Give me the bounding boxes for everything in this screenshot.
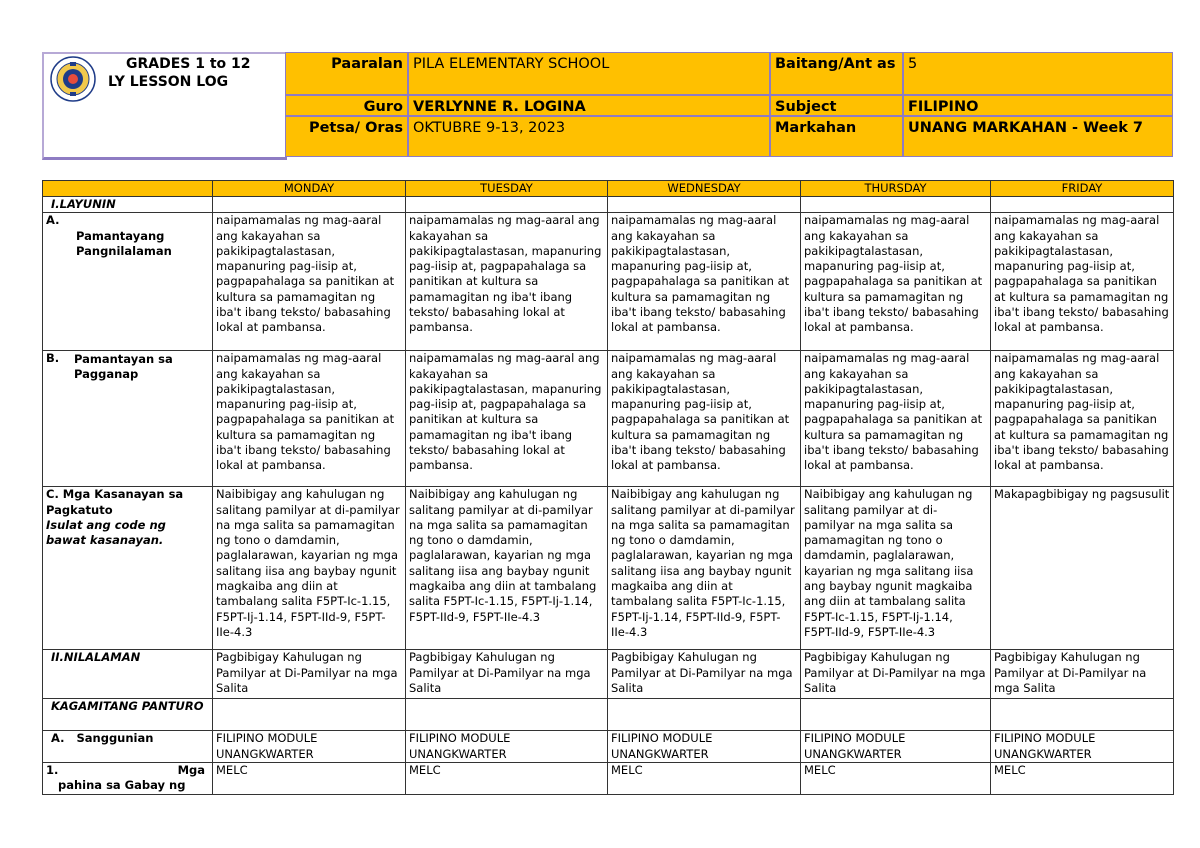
row-label-pahina (43, 762, 213, 794)
table-cell: Naibibigay ang kahulugan ng salitang pamilyar at di-pamilyar na mga salita sa pamamagitan ng tono o damdamin, paglalarawan, kayarian ng mga salitang iisa ang baybay ngunit magkaiba ang diin at tambalang salita F5PT-Ic-1.15, F5PT-Ij-1.14, F5PT-IId-9, F5PT-IIe-4.3 (608, 487, 801, 650)
table-cell (213, 197, 406, 213)
row-label-pagganap (43, 351, 213, 487)
table-cell: naipamamalas ng mag-aaral ang kakayahan sa pakikipagtalastasan, mapanuring pag-iisip at, pagpapahalaga sa panitikan at kultura sa pamamagitan ng iba't ibang teksto/ babasahing lokal at pambansa. (991, 213, 1174, 351)
teacher-label: Guro (285, 95, 408, 116)
table-cell: FILIPINO MODULE UNANGKWARTER (991, 731, 1174, 763)
lesson-plan-table (42, 180, 1174, 795)
table-cell: Pagbibigay Kahulugan ng Pamilyar at Di-Pamilyar na mga Salita (406, 650, 608, 699)
table-cell: MELC (406, 762, 608, 794)
teacher-value: VERLYNNE R. LOGINA (408, 95, 770, 116)
table-cell: naipamamalas ng mag-aaral ang kakayahan sa pakikipagtalastasan, mapanuring pag-iisip at, pagpapahalaga sa panitikan at kultura sa pamamagitan ng iba't ibang teksto/ babasahing lokal at pambansa. (801, 351, 991, 487)
table-cell: Pagbibigay Kahulugan ng Pamilyar at Di-Pamilyar na mga Salita (991, 650, 1174, 699)
quarter-label: Markahan (770, 116, 903, 157)
table-cell (608, 699, 801, 731)
table-cell (801, 197, 991, 213)
day-header: WEDNESDAY (608, 181, 801, 197)
day-header: THURSDAY (801, 181, 991, 197)
header-info-grid (285, 52, 1173, 157)
day-header: TUESDAY (406, 181, 608, 197)
header-block (42, 52, 1173, 157)
row-label-layunin: I.LAYUNIN (43, 197, 213, 213)
table-cell: naipamamalas ng mag-aaral ang kakayahan sa pakikipagtalastasan, mapanuring pag-iisip at, pagpapahalaga sa panitikan at kultura sa pamamagitan ng iba't ibang teksto/ babasahing lokal at pambansa. (608, 351, 801, 487)
row-label-text: C. Mga Kasanayan sa Pagkatuto (46, 487, 184, 517)
row-label-kasanayan (43, 487, 213, 650)
kasanayan-row (43, 487, 1174, 650)
table-cell: naipamamalas ng mag-aaral ang kakayahan sa pakikipagtalastasan, mapanuring pag-iisip at, pagpapahalaga sa panitikan at kultura sa pamamagitan ng iba't ibang teksto/ babasahing lokal at pambansa. (801, 213, 991, 351)
day-header: FRIDAY (991, 181, 1174, 197)
kagamitan-row (43, 699, 1174, 731)
table-cell: Makapagbibigay ng pagsusulit (991, 487, 1174, 650)
table-cell: Pagbibigay Kahulugan ng Pamilyar at Di-Pamilyar na mga Salita (801, 650, 991, 699)
table-cell (991, 699, 1174, 731)
table-cell: Naibibigay ang kahulugan ng salitang pamilyar at di-pamilyar na mga salita sa pamamagitan ng tono o damdamin, paglalarawan, kayarian ng mga salitang iisa ang baybay ngunit magkaiba ang diin at tambalang salita F5PT-Ic-1.15, F5PT-Ij-1.14, F5PT-IId-9, F5PT-IIe-4.3 (801, 487, 991, 650)
row-label-letter: B. (46, 351, 60, 366)
subject-label: Subject (770, 95, 903, 116)
corner-cell (43, 181, 213, 197)
table-cell: MELC (213, 762, 406, 794)
table-cell: FILIPINO MODULE UNANGKWARTER (801, 731, 991, 763)
school-value: PILA ELEMENTARY SCHOOL (408, 52, 770, 95)
table-cell: naipamamalas ng mag-aaral ang kakayahan sa pakikipagtalastasan, mapanuring pag-iisip at, pagpapahalaga sa panitikan at kultura sa pamamagitan ng iba't ibang teksto/ babasahing lokal at pambansa. (213, 351, 406, 487)
pamantayang-row (43, 213, 1174, 351)
grade-value: 5 (903, 52, 1173, 95)
title-lesson-log: LY LESSON LOG (108, 74, 229, 90)
days-header-row (43, 181, 1174, 197)
grade-label: Baitang/Ant as (770, 52, 903, 95)
table-cell: Naibibigay ang kahulugan ng salitang pamilyar at di-pamilyar na mga salita sa pamamagitan ng tono o damdamin, paglalarawan, kayarian ng mga salitang iisa ang baybay ngunit magkaiba ang diin at tambalang salita F5PT-Ic-1.15, F5PT-Ij-1.14, F5PT-IId-9, F5PT-IIe-4.3 (406, 487, 608, 650)
row-label-pamantayang (43, 213, 213, 351)
table-cell: naipamamalas ng mag-aaral ang kakayahan sa pakikipagtalastasan, mapanuring pag-iisip at, pagpapahalaga sa panitikan at kultura sa pamamagitan ng iba't ibang teksto/ babasahing lokal at pambansa. (406, 351, 608, 487)
day-header: MONDAY (213, 181, 406, 197)
row-label-word: Mga (177, 762, 205, 777)
table-cell (213, 699, 406, 731)
subject-value: FILIPINO (903, 95, 1173, 116)
row-label-num: 1. (46, 762, 59, 777)
table-cell: Pagbibigay Kahulugan ng Pamilyar at Di-Pamilyar na mga Salita (213, 650, 406, 699)
table-cell (406, 699, 608, 731)
table-cell (801, 699, 991, 731)
row-label-rest: pahina sa Gabay ng (58, 778, 186, 793)
deped-seal-icon (50, 56, 96, 102)
header-title-box (42, 52, 287, 160)
row-label-note: Isulat ang code ng bawat kasanayan. (46, 517, 166, 548)
table-cell: naipamamalas ng mag-aaral ang kakayahan sa pakikipagtalastasan, mapanuring pag-iisip at, pagpapahalaga sa panitikan at kultura sa pamamagitan ng iba't ibang teksto/ babasahing lokal at pambansa. (991, 351, 1174, 487)
table-cell: naipamamalas ng mag-aaral ang kakayahan sa pakikipagtalastasan, mapanuring pag-iisip at, pagpapahalaga sa panitikan at kultura sa pamamagitan ng iba't ibang teksto/ babasahing lokal at pambansa. (406, 213, 608, 351)
table-cell: MELC (991, 762, 1174, 794)
table-cell: FILIPINO MODULE UNANGKWARTER (406, 731, 608, 763)
date-label: Petsa/ Oras (285, 116, 408, 157)
pagganap-row (43, 351, 1174, 487)
table-cell: MELC (801, 762, 991, 794)
date-value: OKTUBRE 9-13, 2023 (408, 116, 770, 157)
table-cell: MELC (608, 762, 801, 794)
row-label-letter: A. (46, 213, 60, 228)
title-grades: GRADES 1 to 12 (126, 56, 251, 72)
table-cell (406, 197, 608, 213)
nilalaman-row (43, 650, 1174, 699)
row-label-kagamitan: KAGAMITANG PANTURO (43, 699, 213, 731)
sanggunian-row (43, 731, 1174, 763)
row-label-text: Pamantayang Pangnilalaman (76, 228, 172, 258)
table-cell: Naibibigay ang kahulugan ng salitang pamilyar at di-pamilyar na mga salita sa pamamagitan ng tono o damdamin, paglalarawan, kayarian ng mga salitang iisa ang baybay ngunit magkaiba ang diin at tambalang salita F5PT-Ic-1.15, F5PT-Ij-1.14, F5PT-IId-9, F5PT-IIe-4.3 (213, 487, 406, 650)
layunin-row (43, 197, 1174, 213)
table-cell: FILIPINO MODULE UNANGKWARTER (213, 731, 406, 763)
table-cell: naipamamalas ng mag-aaral ang kakayahan sa pakikipagtalastasan, mapanuring pag-iisip at, pagpapahalaga sa panitikan at kultura sa pamamagitan ng iba't ibang teksto/ babasahing lokal at pambansa. (608, 213, 801, 351)
school-label: Paaralan (285, 52, 408, 95)
quarter-value: UNANG MARKAHAN - Week 7 (903, 116, 1173, 157)
table-cell (608, 197, 801, 213)
table-cell (991, 197, 1174, 213)
row-label-nilalaman: II.NILALAMAN (43, 650, 213, 699)
pahina-row (43, 762, 1174, 794)
row-label-text: Pamantayan sa Pagganap (74, 351, 173, 381)
table-cell: naipamamalas ng mag-aaral ang kakayahan sa pakikipagtalastasan, mapanuring pag-iisip at, pagpapahalaga sa panitikan at kultura sa pamamagitan ng iba't ibang teksto/ babasahing lokal at pambansa. (213, 213, 406, 351)
row-label-sanggunian: A. Sanggunian (43, 731, 213, 763)
table-cell: Pagbibigay Kahulugan ng Pamilyar at Di-Pamilyar na mga Salita (608, 650, 801, 699)
table-cell: FILIPINO MODULE UNANGKWARTER (608, 731, 801, 763)
